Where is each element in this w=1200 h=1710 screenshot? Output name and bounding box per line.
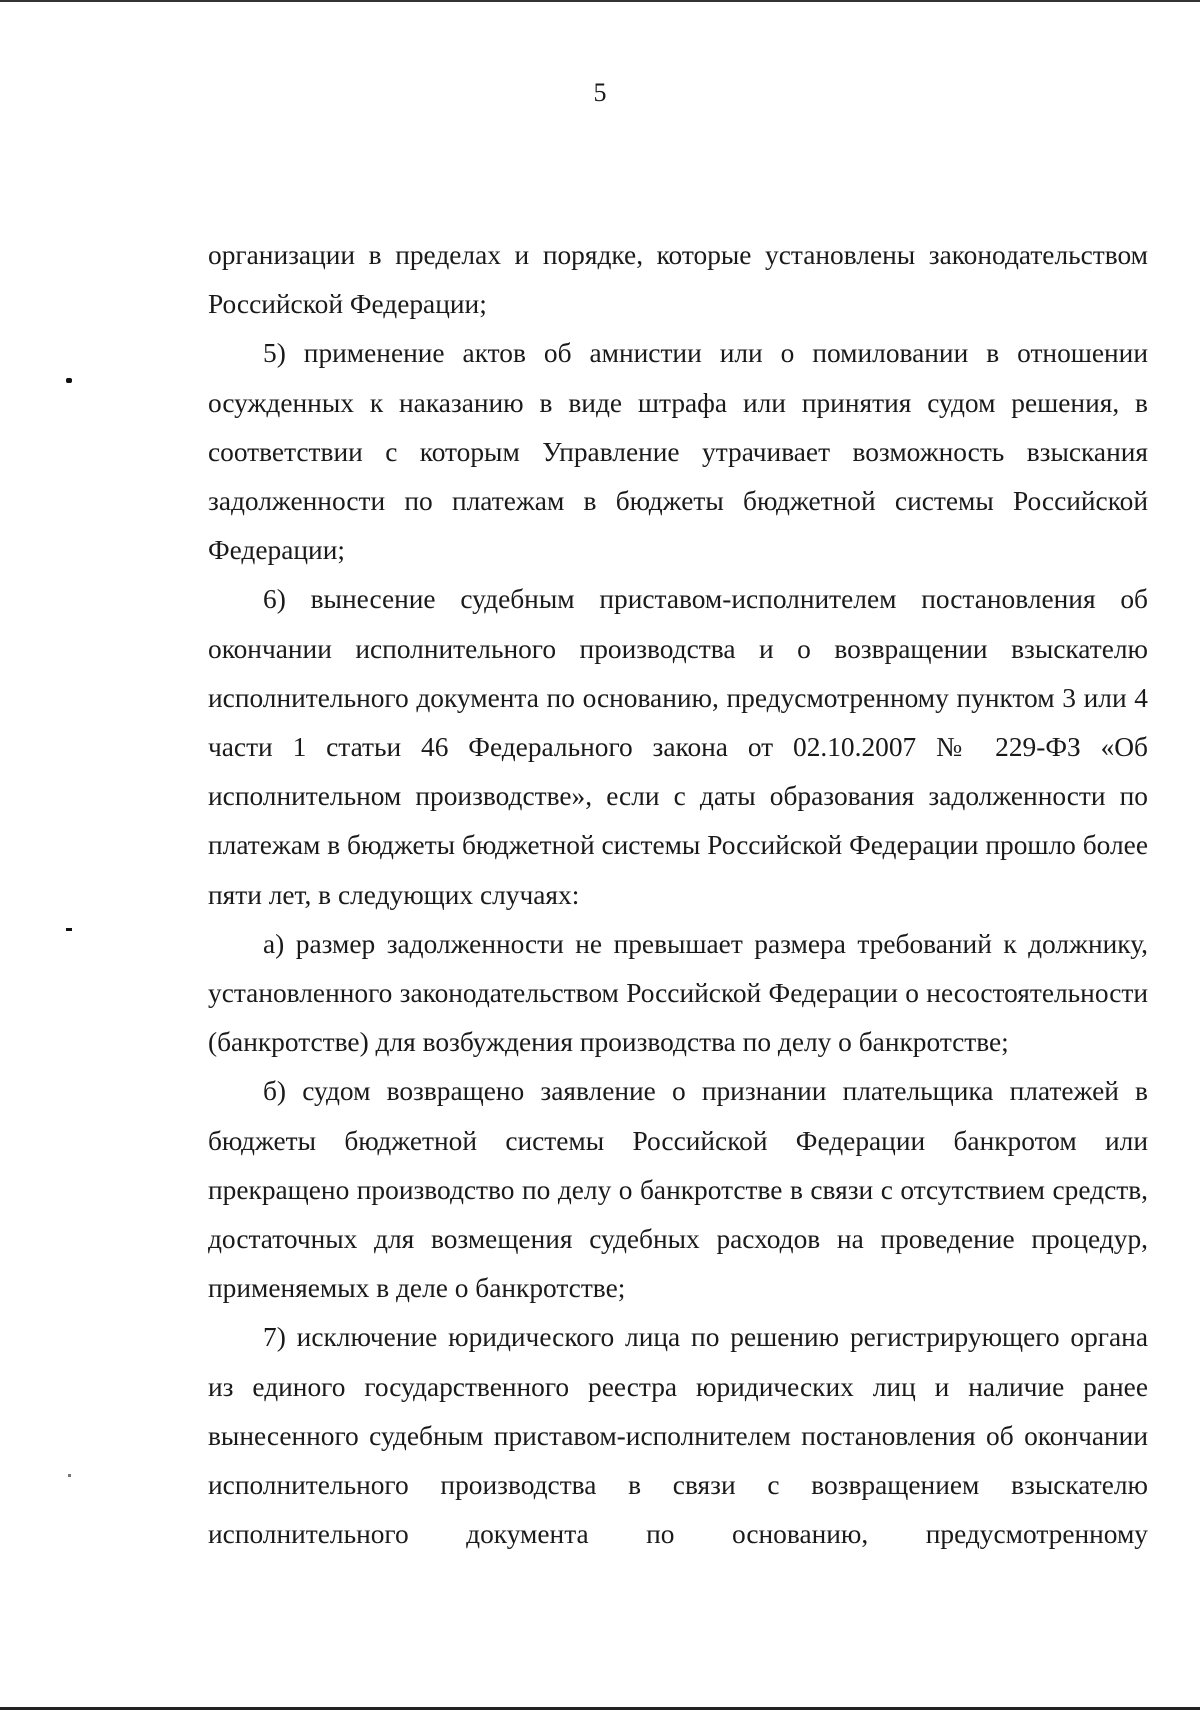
paragraph-subitem-a: а) размер задолженности не превышает размера требований к должнику, установленного законодательством Российской Федерации о несостоятельности (банкротстве) для возбуждения производства по делу о банкротстве; [208,928,1148,1058]
scan-mark-speck [68,1474,71,1477]
paragraph-subitem-b: б) судом возвращено заявление о признании плательщика платежей в бюджеты бюджетной системы Российской Федерации банкротом или прекращено производство по делу о банкротстве в связи с отсутствием средств, достаточных для возмещения судебных расходов на проведение процедур, применяемых в деле о банкротстве; [208,1076,1148,1304]
document-body [208,231,1148,1559]
paragraph-item-7: 7) исключение юридического лица по решению регистрирующего органа из единого государственного реестра юридических лиц и наличие ранее вынесенного судебным приставом-исполнителем постановления об окончании исполнительного производства в связи с возвращением взыскателю исполнительного документа по основанию, предусмотренному [208,1322,1148,1550]
paragraph-continuation: организации в пределах и порядке, которые установлены законодательством Российской Федерации; [208,240,1148,320]
scan-mark-dot [66,378,72,383]
paragraph-item-6: 6) вынесение судебным приставом-исполнителем постановления об окончании исполнительного производства и о возвращении взыскателю исполнительного документа по основанию, предусмотренному пунктом 3 или 4 части 1 статьи 46 Федерального закона от 02.10.2007 № 229-ФЗ «Об исполнительном производстве», если с даты образования задолженности по платежам в бюджеты бюджетной системы Российской Федерации прошло более пяти лет, в следующих случаях: [208,584,1148,910]
paragraph-item-5: 5) применение актов об амнистии или о помиловании в отношении осужденных к наказанию в виде штрафа или принятия судом решения, в соответствии с которым Управление утрачивает возможность взыскания задолженности по платежам в бюджеты бюджетной системы Российской Федерации; [208,338,1148,566]
scan-mark-dash [66,928,72,931]
scan-top-edge [0,0,1200,2]
page-number: 5 [593,78,607,107]
